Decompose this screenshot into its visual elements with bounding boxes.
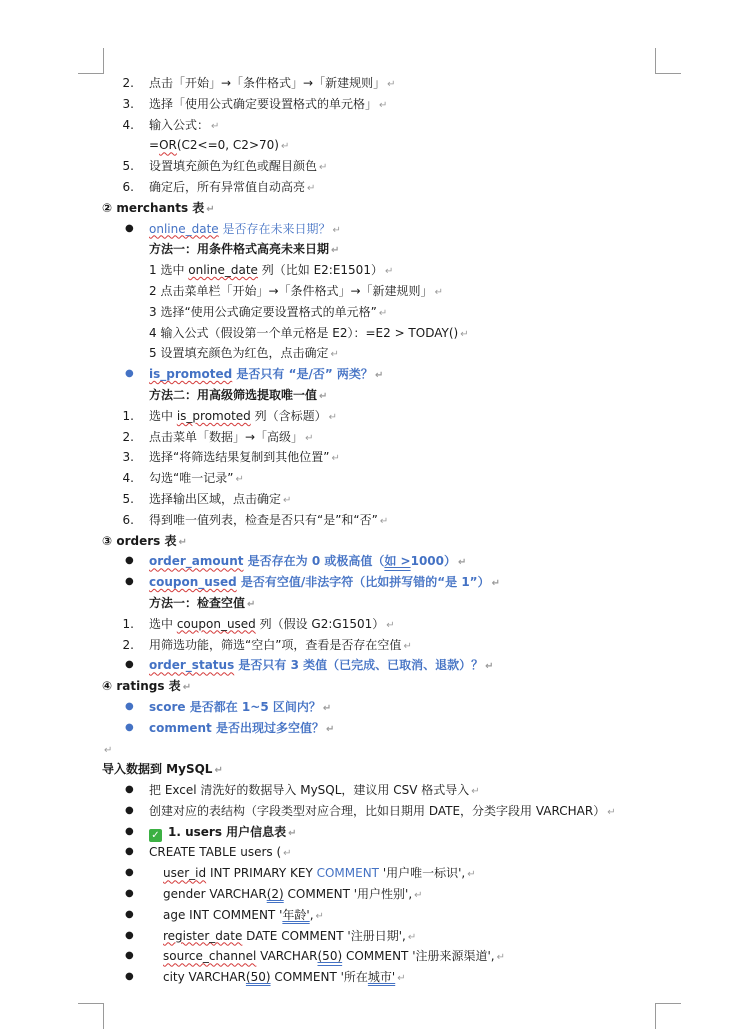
bullet-text: 创建对应的表结构（字段类型对应合理，比如日期用 DATE，分类字段用 VARCHAR） — [149, 803, 606, 818]
bullet-item — [0, 822, 742, 843]
section-number: ② — [102, 200, 113, 215]
question-text: 如 > — [384, 554, 411, 569]
paragraph-mark: ↵ — [319, 390, 328, 402]
bullet-item — [0, 926, 742, 947]
list-number: 6. — [122, 179, 134, 194]
paragraph-mark: ↵ — [491, 578, 500, 590]
import-title: 导入数据到 MySQL — [102, 762, 213, 777]
step-text: 5 设置填充颜色为红色，点击确定 — [149, 346, 329, 361]
formula-args: (C2<=0, C2>70) — [176, 138, 279, 153]
list-text: 选择输出区域，点击确定 — [149, 491, 282, 506]
list-text: 确定后，所有异常值自动高亮 — [149, 179, 306, 194]
sql-field: user_id — [163, 866, 207, 881]
formula-text: = — [149, 138, 160, 153]
empty-paragraph — [0, 739, 742, 760]
list-number: 2. — [122, 429, 134, 444]
sql-field: source_channel — [163, 949, 257, 964]
list-text: 输入公式： — [149, 117, 210, 132]
paragraph-mark: ↵ — [387, 79, 396, 90]
question-text: comment 是否出现过多空值？ — [149, 720, 324, 735]
page-corner-top-right — [655, 48, 681, 74]
section-heading-orders — [0, 531, 742, 552]
bullet-item — [0, 364, 742, 385]
formula-line — [0, 135, 742, 156]
bullet-item — [0, 801, 742, 822]
list-item — [0, 94, 742, 115]
bullet-item — [0, 219, 742, 240]
step-text: 2 点击菜单栏「开始」→「条件格式」→「新建规则」 — [149, 283, 433, 298]
paragraph-mark: ↵ — [325, 723, 335, 735]
paragraph-mark: ↵ — [386, 619, 395, 631]
paragraph-mark: ↵ — [379, 99, 388, 111]
list-number: 4. — [122, 117, 134, 132]
list-number: 4. — [122, 471, 134, 486]
paragraph-mark: ↵ — [496, 952, 505, 964]
method-heading — [0, 239, 742, 260]
paragraph-mark: ↵ — [467, 869, 476, 881]
question-text: score 是否都在 1~5 区间内？ — [149, 699, 321, 714]
list-number: 5. — [122, 491, 134, 506]
field-name: coupon_used — [149, 575, 237, 590]
bullet-item — [0, 697, 742, 718]
section-name: ratings — [116, 679, 165, 694]
field-name: online_date — [149, 221, 219, 236]
list-item — [0, 156, 742, 177]
field-name: order_status — [149, 658, 235, 673]
list-item — [0, 614, 742, 635]
bullet-item — [0, 655, 742, 676]
list-text: 点击菜单「数据」→「高级」 — [149, 429, 304, 444]
list-text: 用筛选功能，筛选“空白”项，查看是否存在空值 — [149, 637, 402, 652]
method-heading — [0, 593, 742, 614]
list-item — [0, 406, 742, 427]
list-text: 选择“将筛选结果复制到其他位置” — [149, 450, 330, 465]
paragraph-mark: ↵ — [104, 744, 113, 756]
paragraph-mark: ↵ — [280, 141, 290, 153]
bullet-icon: ● — [125, 659, 134, 671]
sql-text: COMMENT '用户性别', — [283, 887, 413, 902]
question-text: 是否有空值/非法字符（比如拼写错的“是 1”） — [236, 575, 490, 590]
paragraph-mark: ↵ — [379, 515, 389, 527]
sql-text: (2) — [266, 887, 284, 902]
sql-text: (50) — [317, 949, 343, 964]
section-heading-merchants — [0, 198, 742, 219]
paragraph-mark: ↵ — [607, 806, 616, 818]
list-item — [0, 447, 742, 468]
bullet-icon: ● — [125, 555, 134, 567]
paragraph-mark: ↵ — [414, 890, 423, 902]
bullet-item — [0, 572, 742, 593]
section-name: orders — [116, 533, 161, 548]
bullet-icon: ● — [125, 804, 134, 816]
bullet-icon: ● — [125, 867, 134, 879]
step-text: 列（比如 E2:E1501） — [257, 263, 383, 278]
sql-text: city VARCHAR — [163, 970, 246, 985]
bullet-item — [0, 967, 742, 988]
bullet-text: 把 Excel 清洗好的数据导入 MySQL，建议用 CSV 格式导入 — [149, 783, 470, 798]
question-text: 是否只有 “是/否” 两类？ — [232, 367, 373, 382]
list-number: 3. — [122, 450, 134, 465]
bullet-icon: ● — [125, 700, 134, 712]
sql-text: gender VARCHAR — [163, 887, 267, 902]
sql-text: 城市' — [367, 970, 396, 985]
sql-text: COMMENT '注册来源渠道', — [342, 949, 495, 964]
paragraph-mark: ↵ — [384, 266, 394, 278]
list-text: 选中 — [149, 408, 177, 423]
section-suffix: 表 — [164, 679, 181, 694]
document-body — [0, 73, 742, 988]
paragraph-mark: ↵ — [247, 598, 256, 610]
list-item — [0, 489, 742, 510]
paragraph-mark: ↵ — [332, 224, 341, 236]
paragraph-mark: ↵ — [434, 286, 443, 298]
bullet-icon: ● — [125, 929, 134, 941]
paragraph-mark: ↵ — [322, 702, 332, 714]
section-number: ③ — [102, 533, 113, 548]
paragraph-mark: ↵ — [460, 328, 469, 340]
field-name: is_promoted — [149, 367, 233, 382]
paragraph-mark: ↵ — [397, 973, 406, 985]
paragraph-mark: ↵ — [235, 474, 244, 486]
list-number: 1. — [122, 616, 134, 631]
step-line — [0, 323, 742, 344]
bullet-item — [0, 718, 742, 739]
field-name: online_date — [188, 263, 258, 278]
list-item — [0, 510, 742, 531]
bullet-item — [0, 842, 742, 863]
bullet-icon: ● — [125, 971, 134, 983]
paragraph-mark: ↵ — [378, 307, 388, 319]
paragraph-mark: ↵ — [331, 453, 340, 465]
list-item — [0, 468, 742, 489]
list-text: 列（假设 G2:G1501） — [255, 616, 385, 631]
question-text: 是否存在为 0 或极高值（ — [243, 554, 385, 569]
step-line — [0, 281, 742, 302]
sql-keyword: COMMENT — [316, 866, 380, 881]
paragraph-mark: ↵ — [485, 661, 494, 673]
paragraph-mark: ↵ — [407, 931, 417, 943]
paragraph-mark: ↵ — [283, 494, 292, 506]
step-line — [0, 260, 742, 281]
step-text: 4 输入公式（假设第一个单元格是 E2）：=E2 > TODAY() — [149, 325, 459, 340]
bullet-icon: ● — [125, 888, 134, 900]
question-text: 是否只有 3 类值（已完成、已取消、退款）？ — [234, 658, 484, 673]
list-item — [0, 427, 742, 448]
section-name: merchants — [116, 200, 189, 215]
bullet-item — [0, 884, 742, 905]
field-name: is_promoted — [176, 408, 251, 423]
sql-field: register_date — [163, 928, 243, 943]
paragraph-mark: ↵ — [206, 203, 215, 215]
paragraph-mark: ↵ — [305, 432, 314, 444]
bullet-icon: ● — [125, 576, 134, 588]
bullet-text: 1. users 用户信息表 — [168, 824, 287, 839]
bullet-icon: ● — [125, 721, 134, 733]
bullet-item — [0, 946, 742, 967]
paragraph-mark: ↵ — [315, 910, 324, 922]
sql-text: DATE COMMENT '注册日期', — [242, 928, 406, 943]
method-title: 方法一：用条件格式高亮未来日期 — [149, 242, 330, 257]
paragraph-mark: ↵ — [471, 786, 480, 798]
section-suffix: 表 — [188, 200, 205, 215]
list-item — [0, 115, 742, 136]
list-text: 勾选“唯一记录” — [149, 471, 234, 486]
sql-text: '用户唯一标识', — [379, 866, 466, 881]
list-number: 1. — [122, 408, 134, 423]
list-text: 得到唯一值列表，检查是否只有“是”和“否” — [149, 512, 378, 527]
method-title: 方法一：检查空值 — [149, 595, 246, 610]
list-text: 列（含标题） — [250, 408, 327, 423]
paragraph-mark: ↵ — [178, 536, 187, 548]
section-number: ④ — [102, 679, 113, 694]
paragraph-mark: ↵ — [211, 120, 220, 132]
page-corner-bottom-left — [78, 1003, 104, 1029]
list-text: 点击「开始」→「条件格式」→「新建规则」 — [149, 76, 386, 90]
list-number: 2. — [122, 637, 134, 652]
question-text: 1000） — [410, 554, 457, 569]
paragraph-mark: ↵ — [283, 848, 292, 860]
step-line — [0, 302, 742, 323]
paragraph-mark: ↵ — [307, 182, 316, 194]
list-number: 5. — [122, 159, 134, 174]
step-text: 1 选中 — [149, 263, 189, 278]
field-name: coupon_used — [176, 616, 256, 631]
bullet-icon: ● — [125, 368, 134, 380]
field-name: order_amount — [149, 554, 244, 569]
sql-text: INT PRIMARY KEY — [206, 866, 317, 881]
step-text: 3 选择“使用公式确定要设置格式的单元格” — [149, 304, 377, 319]
import-heading — [0, 759, 742, 780]
paragraph-mark: ↵ — [214, 765, 223, 777]
list-text: 选择「使用公式确定要设置格式的单元格」 — [149, 96, 378, 111]
paragraph-mark: ↵ — [288, 827, 297, 839]
method-title: 方法二：用高级筛选提取唯一值 — [149, 387, 318, 402]
list-text: 设置填充颜色为红色或醒目颜色 — [149, 159, 318, 174]
paragraph-mark: ↵ — [328, 411, 337, 423]
bullet-icon: ● — [125, 784, 134, 796]
sql-text: VARCHAR — [256, 949, 318, 964]
list-number: 3. — [122, 96, 134, 111]
bullet-icon: ● — [125, 950, 134, 962]
page-corner-bottom-right — [655, 1003, 681, 1029]
section-heading-ratings — [0, 676, 742, 697]
list-text: 选中 — [149, 616, 177, 631]
bullet-item — [0, 551, 742, 572]
paragraph-mark: ↵ — [319, 162, 328, 174]
sql-text: COMMENT '所在 — [270, 970, 368, 985]
bullet-item — [0, 905, 742, 926]
page-corner-top-left — [78, 48, 104, 74]
bullet-icon: ● — [125, 825, 134, 837]
bullet-icon: ● — [125, 908, 134, 920]
paragraph-mark: ↵ — [403, 640, 412, 652]
list-item — [0, 73, 742, 94]
list-number: 6. — [122, 512, 134, 527]
bullet-icon: ● — [125, 222, 134, 234]
list-number: 2. — [122, 76, 134, 90]
bullet-item — [0, 780, 742, 801]
method-heading — [0, 385, 742, 406]
step-line — [0, 343, 742, 364]
list-item — [0, 635, 742, 656]
bullet-item — [0, 863, 742, 884]
question-text: 是否存在未来日期？ — [218, 221, 331, 236]
paragraph-mark: ↵ — [182, 682, 192, 694]
paragraph-mark: ↵ — [331, 245, 340, 257]
paragraph-mark: ↵ — [330, 349, 339, 361]
paragraph-mark: ↵ — [374, 370, 384, 382]
bullet-icon: ● — [125, 846, 134, 858]
formula-function: OR — [159, 138, 177, 153]
section-suffix: 表 — [160, 533, 177, 548]
sql-text: , — [309, 907, 314, 922]
sql-text: CREATE TABLE users ( — [149, 845, 282, 860]
paragraph-mark: ↵ — [458, 557, 467, 569]
check-mark-icon: ✓ — [149, 829, 162, 842]
list-item — [0, 177, 742, 198]
sql-text: 年龄' — [282, 907, 310, 922]
sql-text: age INT COMMENT ' — [163, 907, 283, 922]
sql-text: (50) — [245, 970, 271, 985]
